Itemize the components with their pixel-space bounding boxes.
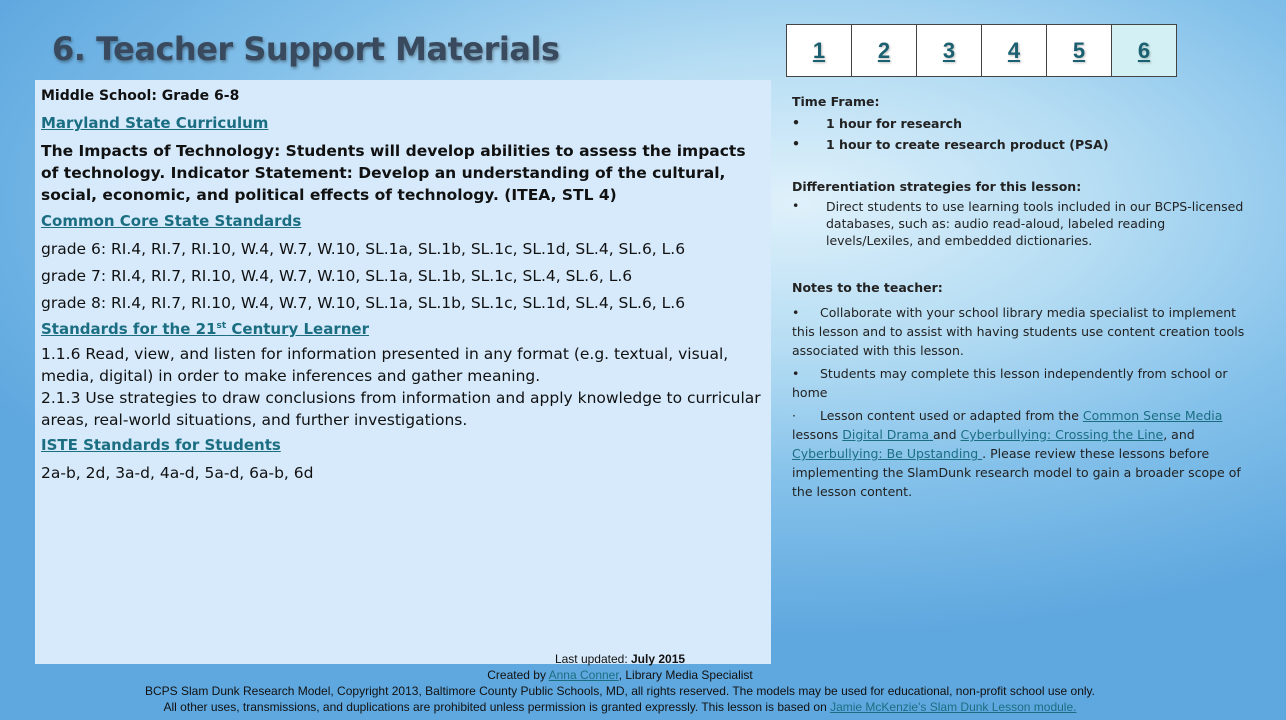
iste-standards-values: 2a-b, 2d, 3a-d, 4a-d, 5a-d, 6a-b, 6d — [41, 464, 314, 482]
bullet-icon: • — [792, 136, 800, 151]
standard-1-1-6: 1.1.6 Read, view, and listen for information presented in any format (e.g. textual, visual, media, digital) in order to make inferences and gather meaning. — [41, 345, 729, 385]
nav-tab-3[interactable]: 3 — [917, 25, 982, 76]
iste-standards-link[interactable]: ISTE Standards for Students — [41, 436, 281, 454]
digital-drama-link[interactable]: Digital Drama — [842, 427, 933, 442]
footer — [0, 651, 1240, 715]
page-title: 6. Teacher Support Materials — [52, 30, 560, 68]
common-sense-media-link[interactable]: Common Sense Media — [1082, 408, 1223, 423]
grade6-standards: grade 6: RI.4, RI.7, RI.10, W.4, W.7, W.10, SL.1a, SL.1b, SL.1c, SL.1d, SL.4, SL.6, L.6 — [41, 240, 686, 258]
bullet-icon: · — [792, 408, 796, 423]
impacts-text: The Impacts of Technology: Students will develop abilities to assess the impacts of technology. Indicator Statement: Develop an understanding of the cultural, social, economic, and political effects of technology. (ITEA, STL 4) — [41, 142, 746, 204]
s21-link-sup: st — [216, 321, 227, 331]
differentiation-item: • Direct students to use learning tools included in our BCPS-licensed databases, such as: audio read-aloud, labeled reading levels/Lexiles, and embedded dictionaries. — [792, 198, 1244, 248]
time-item-2: • 1 hour to create research product (PSA) — [792, 136, 1109, 152]
nav-tab-2[interactable]: 2 — [852, 25, 917, 76]
rights-text: All other uses, transmissions, and duplications are prohibited unless permission is granted expressly. This lesson is based on Jamie McKenzie's Slam Dunk Lesson module. — [163, 700, 1077, 714]
time-item-1: • 1 hour for research — [792, 115, 962, 131]
note-1: • Collaborate with your school library media specialist to implement this lesson and to assist with having students use content creation tools associated with this lesson. — [792, 305, 1245, 358]
time-frame-heading: Time Frame: — [792, 94, 880, 109]
bullet-icon: • — [792, 115, 800, 130]
standards-panel — [35, 80, 771, 664]
nav-tab-5[interactable]: 5 — [1047, 25, 1112, 76]
common-core-link[interactable]: Common Core State Standards — [41, 212, 302, 230]
cyberbullying-upstanding-link[interactable]: Cyberbullying: Be Upstanding — [792, 446, 983, 461]
differentiation-heading: Differentiation strategies for this lesson: — [792, 179, 1082, 194]
note-2: • Students may complete this lesson independently from school or home — [792, 366, 1228, 400]
s21-link-post: Century Learner — [226, 320, 370, 338]
grade7-standards: grade 7: RI.4, RI.7, RI.10, W.4, W.7, W.10, SL.1a, SL.1b, SL.1c, SL.4, SL.6, L.6 — [41, 267, 633, 285]
page-nav — [786, 24, 1177, 77]
last-updated: Last updated: July 2015 — [554, 652, 686, 666]
bullet-icon: • — [792, 305, 800, 320]
nav-tab-1[interactable]: 1 — [787, 25, 852, 76]
bullet-icon: • — [792, 198, 800, 213]
s21-link-pre: Standards for the 21 — [41, 320, 217, 338]
nav-tab-4[interactable]: 4 — [982, 25, 1047, 76]
standard-2-1-3: 2.1.3 Use strategies to draw conclusions from information and apply knowledge to curricular areas, real-world situations, and further investigations. — [41, 389, 761, 429]
created-by: Created by Anna Conner, Library Media Specialist — [487, 668, 753, 682]
copyright-text: BCPS Slam Dunk Research Model, Copyright 2013, Baltimore County Public Schools, MD, all rights reserved. The models may be used for educational, non-profit school use only. — [144, 684, 1095, 698]
nav-tab-6[interactable]: 6 — [1112, 25, 1176, 76]
maryland-curriculum-link[interactable]: Maryland State Curriculum — [41, 114, 269, 132]
21st-century-learner-link[interactable] — [41, 320, 369, 338]
author-link[interactable]: Anna Conner — [548, 668, 619, 682]
note-3: · Lesson content used or adapted from the Common Sense Media lessons Digital Drama and Cyberbullying: Crossing the Line, and Cyberbullying: Be Upstanding . Please review these lessons before implementing the SlamDunk research model to gain a broader scope of the lesson content. — [792, 408, 1241, 499]
bullet-icon: • — [792, 366, 800, 381]
grade8-standards: grade 8: RI.4, RI.7, RI.10, W.4, W.7, W.10, SL.1a, SL.1b, SL.1c, SL.1d, SL.4, SL.6, L.6 — [41, 294, 686, 312]
cyberbullying-crossing-line-link[interactable]: Cyberbullying: Crossing the Line — [960, 427, 1164, 442]
slam-dunk-module-link[interactable]: Jamie McKenzie's Slam Dunk Lesson module. — [830, 700, 1077, 714]
notes-heading: Notes to the teacher: — [792, 280, 943, 295]
grade-level: Middle School: Grade 6-8 — [41, 88, 240, 104]
